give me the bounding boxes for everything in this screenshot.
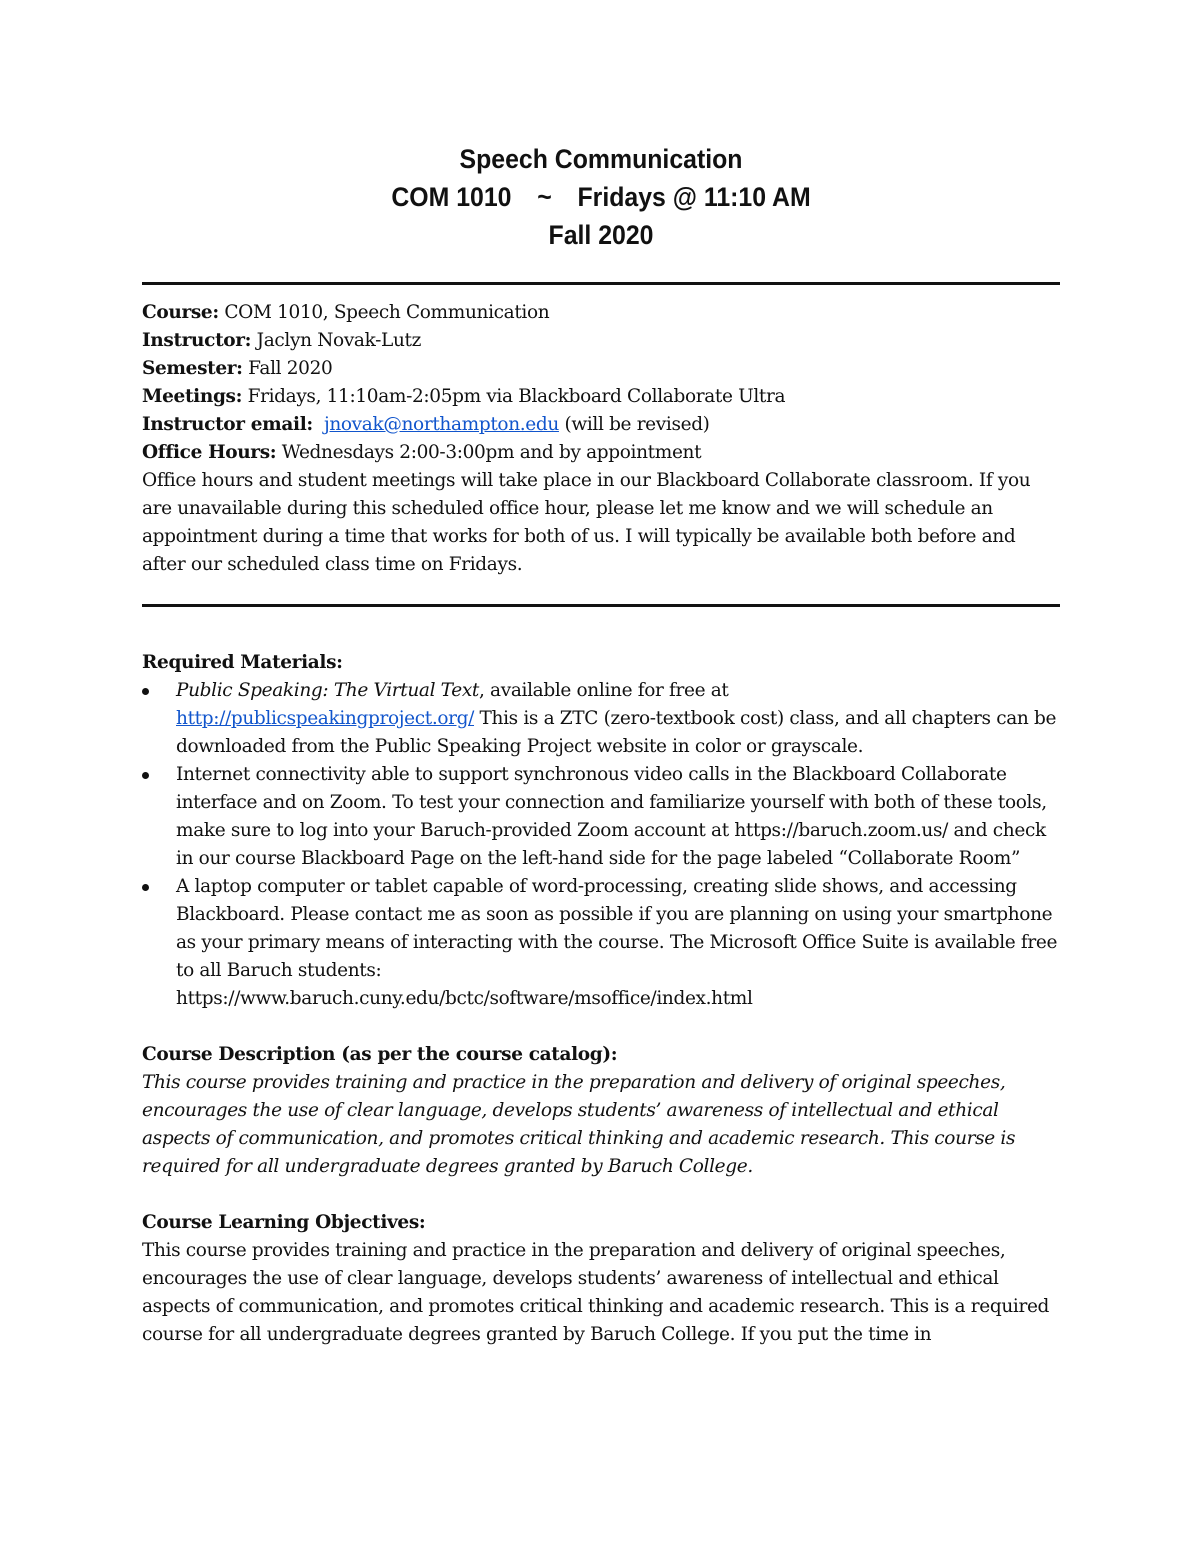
office-hours-row <box>142 439 1060 467</box>
required-materials-section <box>142 649 1060 1013</box>
course-code-line <box>179 178 1024 216</box>
meetings-label: Meetings: <box>142 386 243 407</box>
course-row <box>142 299 1060 327</box>
course-title: Speech Communication <box>459 144 743 174</box>
bullet-icon <box>142 884 149 891</box>
bullet-icon <box>142 688 149 695</box>
meetings-row <box>142 383 1060 411</box>
device-text: A laptop computer or tablet capable of word-processing, creating slide shows, and accessing Blackboard. Please contact me as soon as possible if you are planning on using your smartphone as your primary means of interacting with the course. The Microsoft Office Suite is available free to all Baruch students: <box>176 876 1058 981</box>
learning-objectives-section <box>142 1209 1060 1349</box>
list-item <box>142 873 1060 1013</box>
instructor-row <box>142 327 1060 355</box>
course-description-section <box>142 1041 1060 1181</box>
semester-label: Semester: <box>142 358 243 379</box>
msoffice-url: https://www.baruch.cuny.edu/bctc/software/msoffice/index.html <box>176 988 753 1009</box>
course-value: COM 1010, Speech Communication <box>224 302 550 323</box>
instructor-value: Jaclyn Novak-Lutz <box>256 330 422 351</box>
office-hours-paragraph: Office hours and student meetings will take place in our Blackboard Collaborate classroom. If you are unavailable during this scheduled office hour, please let me know and we will schedule an appointment during a time that works for both of us. I will typically be available both before and after our scheduled class time on Fridays. <box>142 470 1031 575</box>
required-materials-heading: Required Materials: <box>142 652 343 673</box>
list-item <box>142 761 1060 873</box>
course-info <box>142 299 1060 579</box>
course-description-text: This course provides training and practice in the preparation and delivery of original speeches, encourages the use of clear language, develops students’ awareness of intellectual and ethical aspects of communication, and promotes critical thinking and academic research. This course is required for all undergraduate degrees granted by Baruch College. <box>142 1072 1016 1177</box>
email-row <box>142 411 1060 439</box>
textbook-availability: , available online for free at <box>479 680 729 701</box>
textbook-link[interactable]: http://publicspeakingproject.org/ <box>176 708 475 729</box>
semester-row <box>142 355 1060 383</box>
title-block <box>179 140 1024 254</box>
middle-divider <box>142 604 1060 607</box>
course-description-heading: Course Description (as per the course catalog): <box>142 1044 618 1065</box>
office-hours-label: Office Hours: <box>142 442 277 463</box>
course-term: Fall 2020 <box>548 220 654 250</box>
tilde-separator: ~ <box>537 182 552 212</box>
document-page <box>142 140 1060 1349</box>
textbook-title: Public Speaking: The Virtual Text <box>176 680 479 701</box>
course-code: COM 1010 <box>391 182 512 212</box>
bullet-icon <box>142 772 149 779</box>
top-divider <box>142 282 1060 285</box>
meetings-value: Fridays, 11:10am-2:05pm via Blackboard Collaborate Ultra <box>247 386 786 407</box>
email-note: (will be revised) <box>564 414 710 435</box>
learning-objectives-heading: Course Learning Objectives: <box>142 1212 426 1233</box>
course-label: Course: <box>142 302 219 323</box>
learning-objectives-text: This course provides training and practice in the preparation and delivery of original speeches, encourages the use of clear language, develops students’ awareness of intellectual and ethical aspects of communication, and promotes critical thinking and academic research. This is a required course for all undergraduate degrees granted by Baruch College. If you put the time in <box>142 1240 1050 1345</box>
office-hours-value: Wednesdays 2:00-3:00pm and by appointment <box>281 442 702 463</box>
instructor-label: Instructor: <box>142 330 252 351</box>
connectivity-text: Internet connectivity able to support synchronous video calls in the Blackboard Collaborate interface and on Zoom. To test your connection and familiarize yourself with both of these tools, make sure to log into your Baruch-provided Zoom account at https://baruch.zoom.us/ and check in our course Blackboard Page on the left-hand side for the page labeled “Collaborate Room” <box>176 764 1047 869</box>
email-label: Instructor email: <box>142 414 313 435</box>
semester-value: Fall 2020 <box>248 358 333 379</box>
list-item <box>142 677 1060 761</box>
textbook-note: This is a ZTC (zero-textbook cost) class, and all chapters can be downloaded from the Public Speaking Project website in color or grayscale. <box>176 708 1057 757</box>
course-schedule: Fridays @ 11:10 AM <box>577 182 811 212</box>
materials-list <box>142 677 1060 1013</box>
email-link[interactable]: jnovak@northampton.edu <box>323 414 559 435</box>
